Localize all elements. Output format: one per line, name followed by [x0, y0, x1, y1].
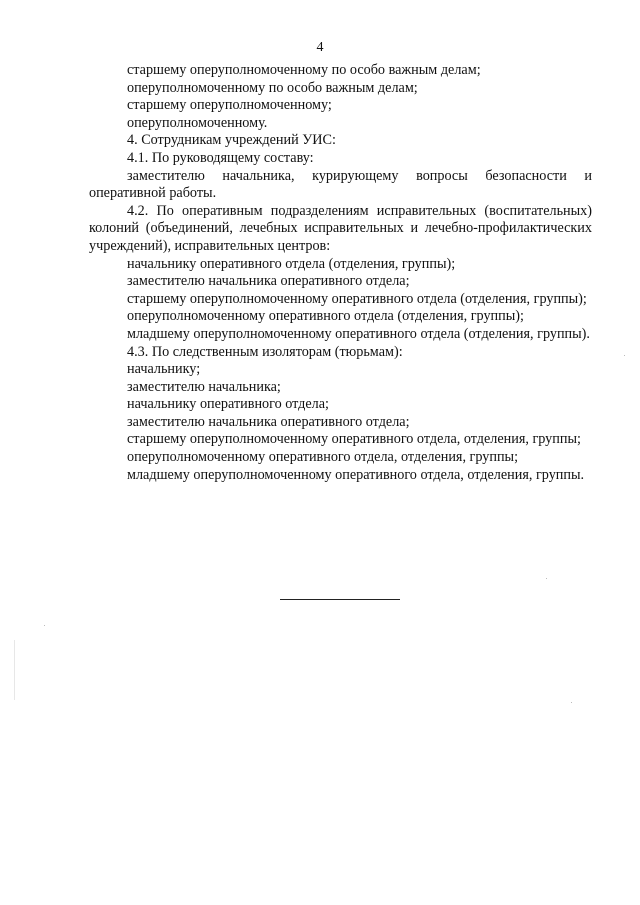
- paragraph-4-3-item-1: начальнику;: [127, 361, 201, 378]
- scan-artifact: [624, 355, 625, 356]
- scan-artifact: [571, 702, 572, 703]
- section-4-3-heading: 4.3. По следственным изоляторам (тюрьмам):: [127, 343, 403, 360]
- scan-artifact: [44, 625, 45, 626]
- scan-artifact: [14, 640, 15, 700]
- paragraph-4-3-item-6: оперуполномоченному оперативного отдела, отделения, группы;: [127, 449, 519, 466]
- paragraph-4-2-item-5: младшему оперуполномоченному оперативного отдела (отделения, группы).: [127, 325, 590, 342]
- scan-artifact: [546, 578, 547, 579]
- paragraph-deputy-security: заместителю начальника, курирующему вопросы безопасности и оперативной работы.: [89, 167, 592, 202]
- paragraph-4: оперуполномоченному.: [127, 114, 268, 131]
- document-body: [89, 62, 592, 484]
- paragraph-4-2-item-1: начальнику оперативного отдела (отделения, группы);: [127, 255, 456, 272]
- paragraph-4-3-item-5: старшему оперуполномоченному оперативного отдела, отделения, группы;: [127, 431, 581, 448]
- paragraph-2: оперуполномоченному по особо важным делам;: [127, 79, 418, 96]
- end-of-text-rule: [280, 599, 400, 600]
- page-number: 4: [316, 40, 324, 55]
- paragraph-4-3-item-3: начальнику оперативного отдела;: [127, 396, 329, 413]
- paragraph-3: старшему оперуполномоченному;: [127, 97, 332, 114]
- paragraph-4-2-item-3: старшему оперуполномоченному оперативного отдела (отделения, группы);: [127, 290, 587, 307]
- paragraph-4-2-item-2: заместителю начальника оперативного отдела;: [127, 273, 410, 290]
- paragraph-4-3-item-4: заместителю начальника оперативного отдела;: [127, 413, 410, 430]
- section-4-heading: 4. Сотрудникам учреждений УИС:: [127, 132, 336, 149]
- section-4-1-heading: 4.1. По руководящему составу:: [127, 149, 314, 166]
- paragraph-4-3-item-2: заместителю начальника;: [127, 378, 281, 395]
- paragraph-4-2-item-4: оперуполномоченному оперативного отдела (отделения, группы);: [127, 308, 524, 325]
- section-4-2-heading: 4.2. По оперативным подразделениям исправительных (воспитательных) колоний (объединений, лечебных исправительных и лечебно-профилактических учреждений), исправительных центров:: [89, 202, 592, 254]
- paragraph-1: старшему оперуполномоченному по особо важным делам;: [127, 62, 481, 78]
- paragraph-4-3-item-7: младшему оперуполномоченному оперативного отдела, отделения, группы.: [127, 466, 585, 483]
